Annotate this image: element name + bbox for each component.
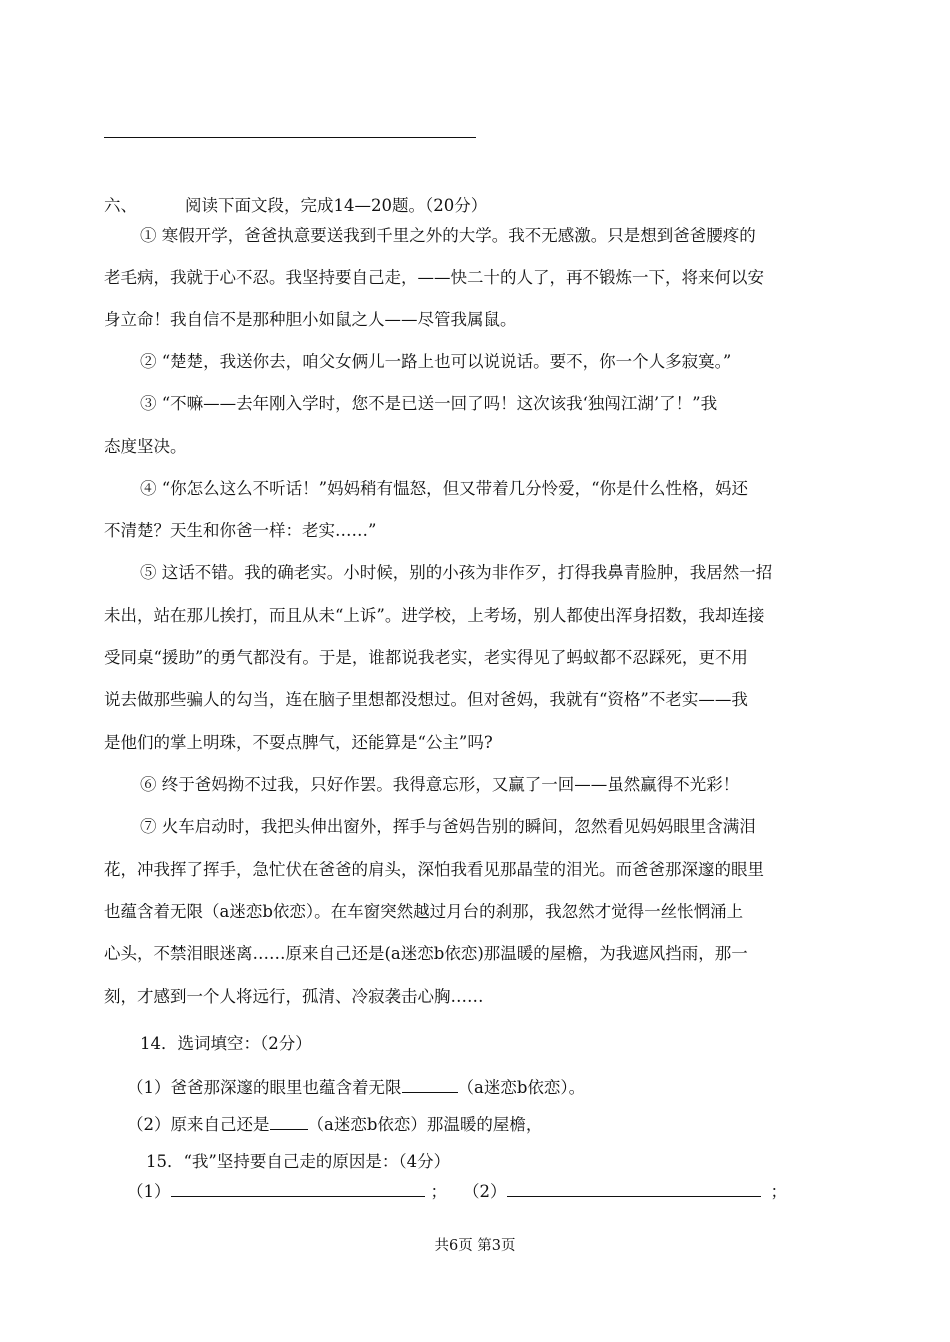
- passage-line: 受同桌“援助”的勇气都没有。于是，谁都说我老实，老实得见了蚂蚁都不忍踩死，更不用: [104, 648, 748, 667]
- question-14-title: 14．选词填空：（2分）: [140, 1034, 312, 1053]
- answer-line-top: [104, 137, 476, 138]
- q14-item1-options: （a迷恋b依恋）。: [457, 1078, 586, 1097]
- section-title: 阅读下面文段，完成14—20题。（20分）: [185, 196, 488, 215]
- q14-item2-blank[interactable]: [270, 1113, 308, 1130]
- q15-separator-1: ；: [430, 1182, 447, 1201]
- passage-line: ④ “你怎么这么不听话！”妈妈稍有愠怒，但又带着几分怜爱，“你是什么性格，妈还: [140, 479, 749, 498]
- passage-line: ⑤ 这话不错。我的确老实。小时候，别的小孩为非作歹，打得我鼻青脸肿，我居然一招: [140, 563, 773, 582]
- passage-line: ① 寒假开学，爸爸执意要送我到千里之外的大学。我不无感激。只是想到爸爸腰疼的: [140, 226, 756, 245]
- passage-line: 刻，才感到一个人将远行，孤清、冷寂袭击心胸……: [104, 987, 484, 1006]
- passage-line: 未出，站在那儿挨打，而且从未“上诉”。进学校，上考场，别人都使出浑身招数，我却连接: [104, 606, 765, 625]
- q14-item2-prompt: （2）原来自己还是: [127, 1115, 270, 1134]
- section-number: 六、: [104, 196, 137, 215]
- passage-line: ⑥ 终于爸妈拗不过我，只好作罢。我得意忘形，又赢了一回——虽然赢得不光彩！: [140, 775, 740, 794]
- passage-line: ③ “不嘛——去年刚入学时，您不是已送一回了吗！这次该我‘独闯江湖’了！”我: [140, 394, 718, 413]
- passage-line: 花，冲我挥了挥手，急忙伏在爸爸的肩头，深怕我看见那晶莹的泪光。而爸爸那深邃的眼里: [104, 860, 764, 879]
- question-14-item-2: [127, 1113, 542, 1135]
- q15-answer-1-blank[interactable]: [171, 1180, 425, 1197]
- question-15-answers: [127, 1180, 787, 1202]
- passage-line: 也蕴含着无限（a迷恋b依恋）。在车窗突然越过月台的刹那，我忽然才觉得一丝怅惘涌上: [104, 902, 744, 921]
- section-heading: [104, 196, 487, 216]
- passage-line: 身立命！我自信不是那种胆小如鼠之人——尽管我属鼠。: [104, 310, 517, 329]
- q15-separator-2: ；: [770, 1182, 787, 1201]
- passage-line: 态度坚决。: [104, 437, 187, 456]
- passage-line: 说去做那些骗人的勾当，连在脑子里想都没想过。但对爸妈，我就有“资格”不老实——我: [104, 690, 748, 709]
- passage-line: 老毛病，我就于心不忍。我坚持要自己走，——快二十的人了，再不锻炼一下，将来何以安: [104, 268, 764, 287]
- passage-line: 不清楚？天生和你爸一样：老实……”: [104, 521, 377, 540]
- q15-answer-2-blank[interactable]: [507, 1180, 761, 1197]
- passage-line: 心头，不禁泪眼迷离……原来自己还是(a迷恋b依恋)那温暖的屋檐，为我遮风挡雨，那一: [104, 944, 748, 963]
- passage-line: 是他们的掌上明珠，不耍点脾气，还能算是“公主”吗?: [104, 733, 493, 752]
- question-14-item-1: [127, 1076, 585, 1098]
- passage-line: ② “楚楚，我送你去，咱父女俩儿一路上也可以说说话。要不，你一个人多寂寞。”: [140, 352, 732, 371]
- q15-label-2: （2）: [463, 1182, 507, 1201]
- q14-item1-prompt: （1）爸爸那深邃的眼里也蕴含着无限: [127, 1078, 402, 1097]
- q15-label-1: （1）: [127, 1182, 171, 1201]
- q14-item2-options: （a迷恋b依恋）那温暖的屋檐，: [307, 1115, 543, 1134]
- page-footer: 共6页 第3页: [434, 1238, 516, 1254]
- question-15-title: 15．“我”坚持要自己走的原因是：（4分）: [146, 1152, 451, 1171]
- q14-item1-blank[interactable]: [402, 1076, 458, 1093]
- passage-line: ⑦ 火车启动时，我把头伸出窗外，挥手与爸妈告别的瞬间，忽然看见妈妈眼里含满泪: [140, 817, 756, 836]
